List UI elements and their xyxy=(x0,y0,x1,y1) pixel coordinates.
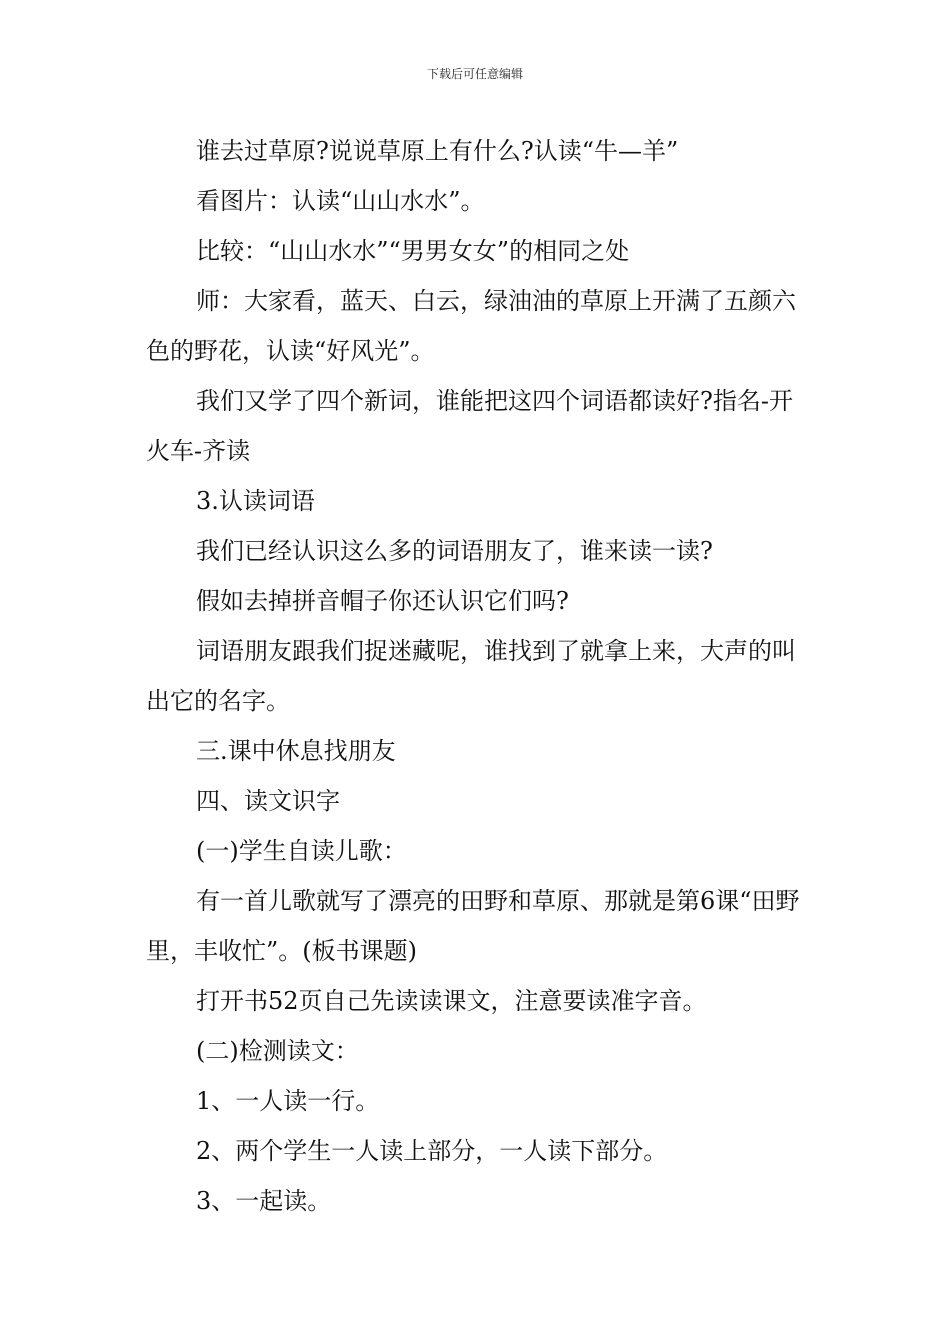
paragraph: 3.认读词语 xyxy=(196,487,315,515)
paragraph: 谁去过草原?说说草原上有什么?认读“牛—羊” xyxy=(196,137,679,165)
paragraph: 打开书52页自己先读读课文，注意要读准字音。 xyxy=(196,987,707,1015)
page-header: 下载后可任意编辑 xyxy=(426,67,523,81)
paragraph: 2、两个学生一人读上部分，一人读下部分。 xyxy=(196,1137,668,1165)
document-body xyxy=(146,126,810,1226)
paragraph: 我们又学了四个新词，谁能把这四个词语都读好?指名-开火车-齐读 xyxy=(146,387,793,465)
paragraph: 我们已经认识这么多的词语朋友了，谁来读一读? xyxy=(196,537,713,565)
paragraph: 看图片：认读“山山水水”。 xyxy=(196,187,485,215)
paragraph: 四、读文识字 xyxy=(196,787,340,815)
paragraph: 1、一人读一行。 xyxy=(196,1087,380,1115)
paragraph: 三.课中休息找朋友 xyxy=(196,737,396,765)
paragraph: 有一首儿歌就写了漂亮的田野和草原、那就是第6课“田野里，丰收忙”。(板书课题) xyxy=(146,887,800,965)
paragraph: 词语朋友跟我们捉迷藏呢，谁找到了就拿上来，大声的叫出它的名字。 xyxy=(146,637,796,715)
paragraph: (二)检测读文： xyxy=(196,1037,359,1065)
paragraph: (一)学生自读儿歌： xyxy=(196,837,407,865)
paragraph: 师：大家看，蓝天、白云，绿油油的草原上开满了五颜六色的野花，认读“好风光”。 xyxy=(146,287,796,365)
paragraph: 比较：“山山水水”“男男女女”的相同之处 xyxy=(196,237,630,265)
paragraph: 3、一起读。 xyxy=(196,1187,332,1215)
paragraph: 假如去掉拼音帽子你还认识它们吗? xyxy=(196,587,569,615)
